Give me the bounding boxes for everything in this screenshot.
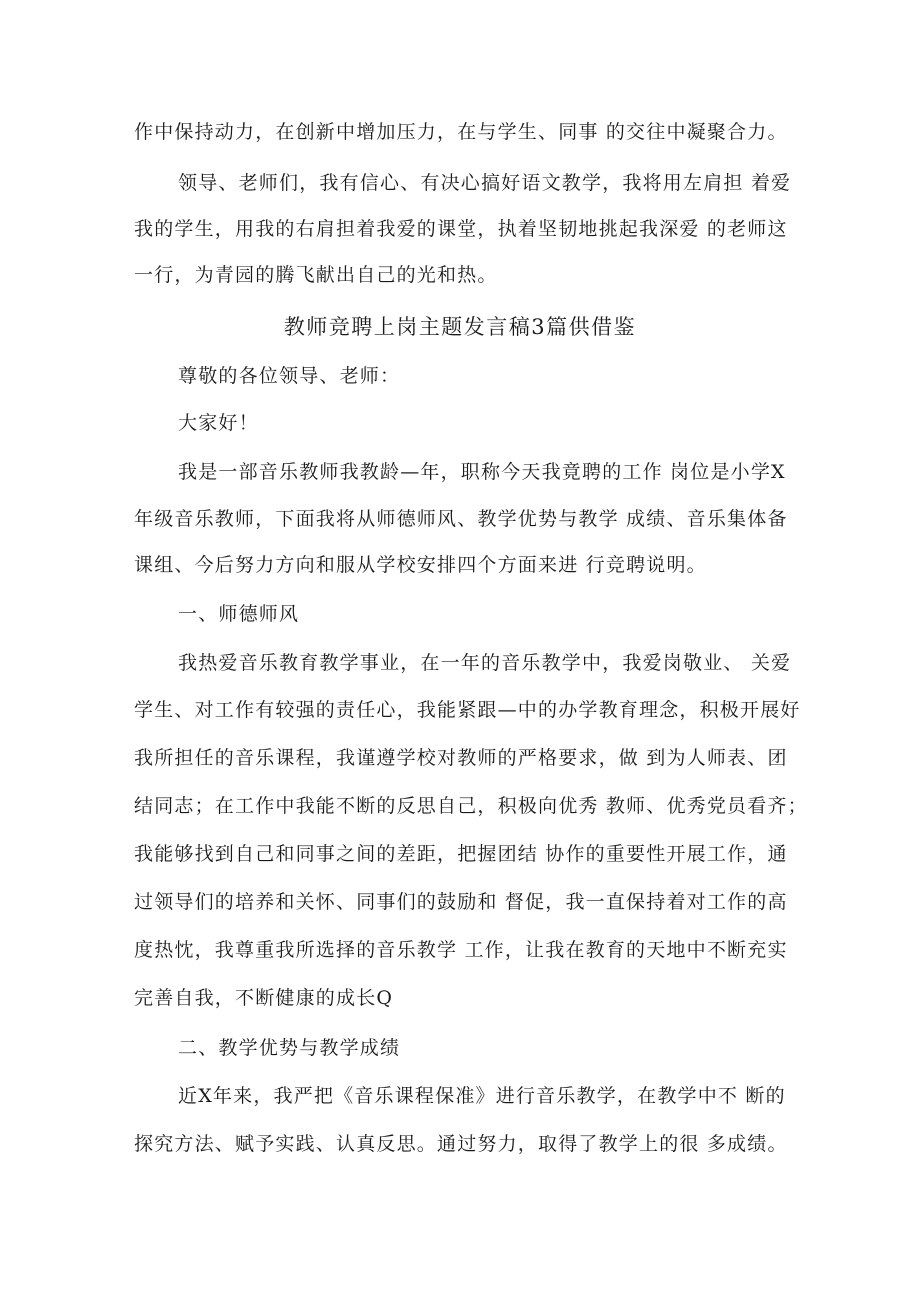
text-line-13: 学生、对工作有较强的责任心，我能紧跟—中的办学教育理念，积极开展好 xyxy=(134,699,801,721)
text-line-22: 探究方法、赋予实践、认真反思。通过努力，取得了教学上的很 多成绩。 xyxy=(134,1133,788,1155)
heading-2: 二、教学优势与教学成绩 xyxy=(178,1037,401,1059)
text-line-17: 过领导们的培养和关怀、同事们的鼓励和 督促，我一直保持着对工作的高 xyxy=(134,891,788,913)
salutation: 尊敬的各位领导、老师： xyxy=(178,365,401,387)
text-line-4: 一行，为青园的腾飞献出自己的光和热。 xyxy=(134,264,498,286)
text-line-15: 结同志；在工作中我能不断的反思自己，积极向优秀 教师、优秀党员看齐； xyxy=(134,795,808,817)
greeting: 大家好！ xyxy=(178,412,259,434)
section-title: 教师竞聘上岗主题发言稿3篇供借鉴 xyxy=(283,315,637,339)
text-line-14: 我所担任的音乐课程，我谨遵学校对教师的严格要求，做 到为人师表、团 xyxy=(134,747,788,769)
text-line-9: 年级音乐教师，下面我将从师德师风、教学优势与教学 成绩、音乐集体备 xyxy=(134,508,788,530)
text-line-8: 我是一部音乐教师我教龄—年，职称今天我竟聘的工作 岗位是小学X xyxy=(178,461,786,483)
text-line-3: 我的学生，用我的右肩担着我爱的课堂，执着坚韧地挑起我深爱 的老师这 xyxy=(134,218,788,240)
text-line-12: 我热爱音乐教育教学事业，在一年的音乐教学中，我爱岗敬业、 关爱 xyxy=(178,652,792,674)
text-line-2: 领导、老师们，我有信心、有决心搞好语文教学，我将用左肩担 着爱 xyxy=(178,172,792,194)
text-line-16: 我能够找到自己和同事之间的差距，把握团结 协作的重要性开展工作，通 xyxy=(134,843,788,865)
heading-1: 一、师德师风 xyxy=(178,603,300,625)
text-line-19: 完善自我，不断健康的成长Q xyxy=(134,987,394,1009)
text-line-18: 度热忱，我尊重我所选择的音乐教学 工作，让我在教育的天地中不断充实 xyxy=(134,939,788,961)
text-line-10: 课组、今后努力方向和服从学校安排四个方面来进 行竞聘说明。 xyxy=(134,554,707,576)
text-line-21: 近X年来，我严把《音乐课程保准》进行音乐教学，在教学中不 断的 xyxy=(178,1085,786,1107)
text-line-1: 作中保持动力，在创新中增加压力，在与学生、同事 的交往中凝聚合力。 xyxy=(134,121,788,143)
